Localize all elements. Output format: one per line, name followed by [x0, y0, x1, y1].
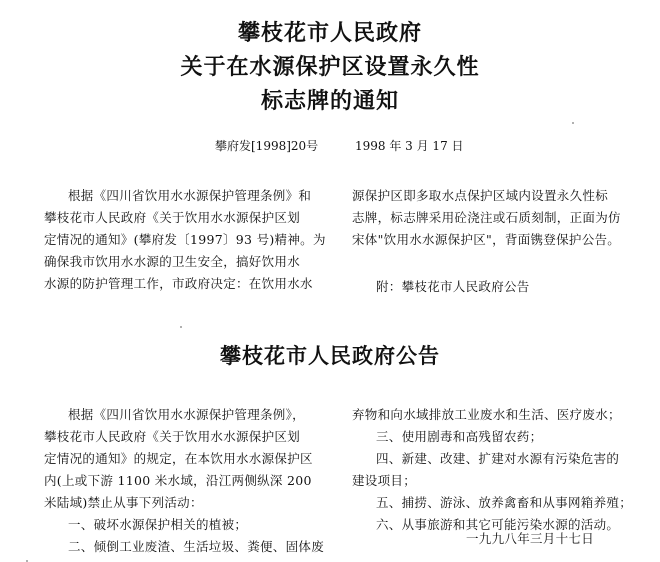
- announcement-left-line: 定情况的通知》的规定，在本饮用水水源保护区: [44, 451, 313, 466]
- scan-speck: [572, 122, 574, 124]
- announcement-list-item: 六、从事旅游和其它可能污染水源的活动。: [376, 517, 620, 532]
- announcement-left-line: 攀枝花市人民政府《关于饮用水水源保护区划: [44, 429, 301, 444]
- notice-left-line: 确保我市饮用水水源的卫生安全，搞好饮用水: [44, 254, 301, 269]
- announcement-left-line: 米陆域)禁止从事下列活动：: [44, 495, 203, 510]
- announcement-title: 攀枝花市人民政府公告: [220, 344, 440, 368]
- notice-body-right: [352, 185, 637, 251]
- notice-left-line: 根据《四川省饮用水水源保护管理条例》和: [68, 188, 312, 203]
- announcement-list-item: 四、新建、改建、扩建对水源有污染危害的: [376, 451, 620, 466]
- notice-right-line: 源保护区即多取水点保护区域内设置永久性标: [352, 188, 609, 203]
- notice-attachment: 附：攀枝花市人民政府公告: [376, 279, 530, 294]
- announcement-list-item: 建设项目；: [352, 473, 417, 488]
- announcement-left-line: 内(上或下游 1100 米水域，沿江两侧纵深 200: [44, 473, 312, 488]
- announcement-body-right: [352, 404, 642, 536]
- scan-speck: [180, 326, 182, 328]
- notice-right-line: 宋体"饮用水水源保护区"，背面镌登保护公告。: [352, 232, 621, 247]
- notice-title-line-1: 攀枝花市人民政府: [237, 21, 422, 46]
- announcement-signature-date: 一九九八年三月十七日: [466, 531, 595, 546]
- announcement-list-item: 弃物和向水域排放工业废水和生活、医疗废水；: [352, 407, 621, 422]
- issue-date: 1998 年 3 月 17 日: [355, 139, 464, 153]
- notice-title-line-3: 标志牌的通知: [260, 89, 399, 114]
- announcement-list-item: 一、破坏水源保护相关的植被；: [68, 517, 248, 532]
- notice-left-line: 攀枝花市人民政府《关于饮用水水源保护区划: [44, 210, 301, 225]
- announcement-list-item: 二、倾倒工业废渣、生活垃圾、粪便、固体废: [68, 539, 325, 554]
- announcement-list-item: 五、捕捞、游泳、放养禽畜和从事网箱养殖；: [376, 495, 633, 510]
- notice-right-line: 志牌，标志牌采用砼浇注或石质刻制，正面为仿: [352, 210, 621, 225]
- announcement-list-item: 三、使用剧毒和高残留农药；: [376, 429, 543, 444]
- announcement-body-left: [44, 404, 334, 558]
- announcement-left-line: 根据《四川省饮用水水源保护管理条例》，: [68, 407, 305, 422]
- notice-body-left: [44, 185, 334, 295]
- notice-left-line: 水源的防护管理工作，市政府决定：在饮用水水: [44, 276, 313, 291]
- document-number: 攀府发[1998]20号: [215, 139, 319, 153]
- notice-title-line-2: 关于在水源保护区设置永久性: [180, 55, 480, 80]
- notice-left-line: 定情况的通知》(攀府发〔1997〕93 号)精神。为: [44, 232, 326, 247]
